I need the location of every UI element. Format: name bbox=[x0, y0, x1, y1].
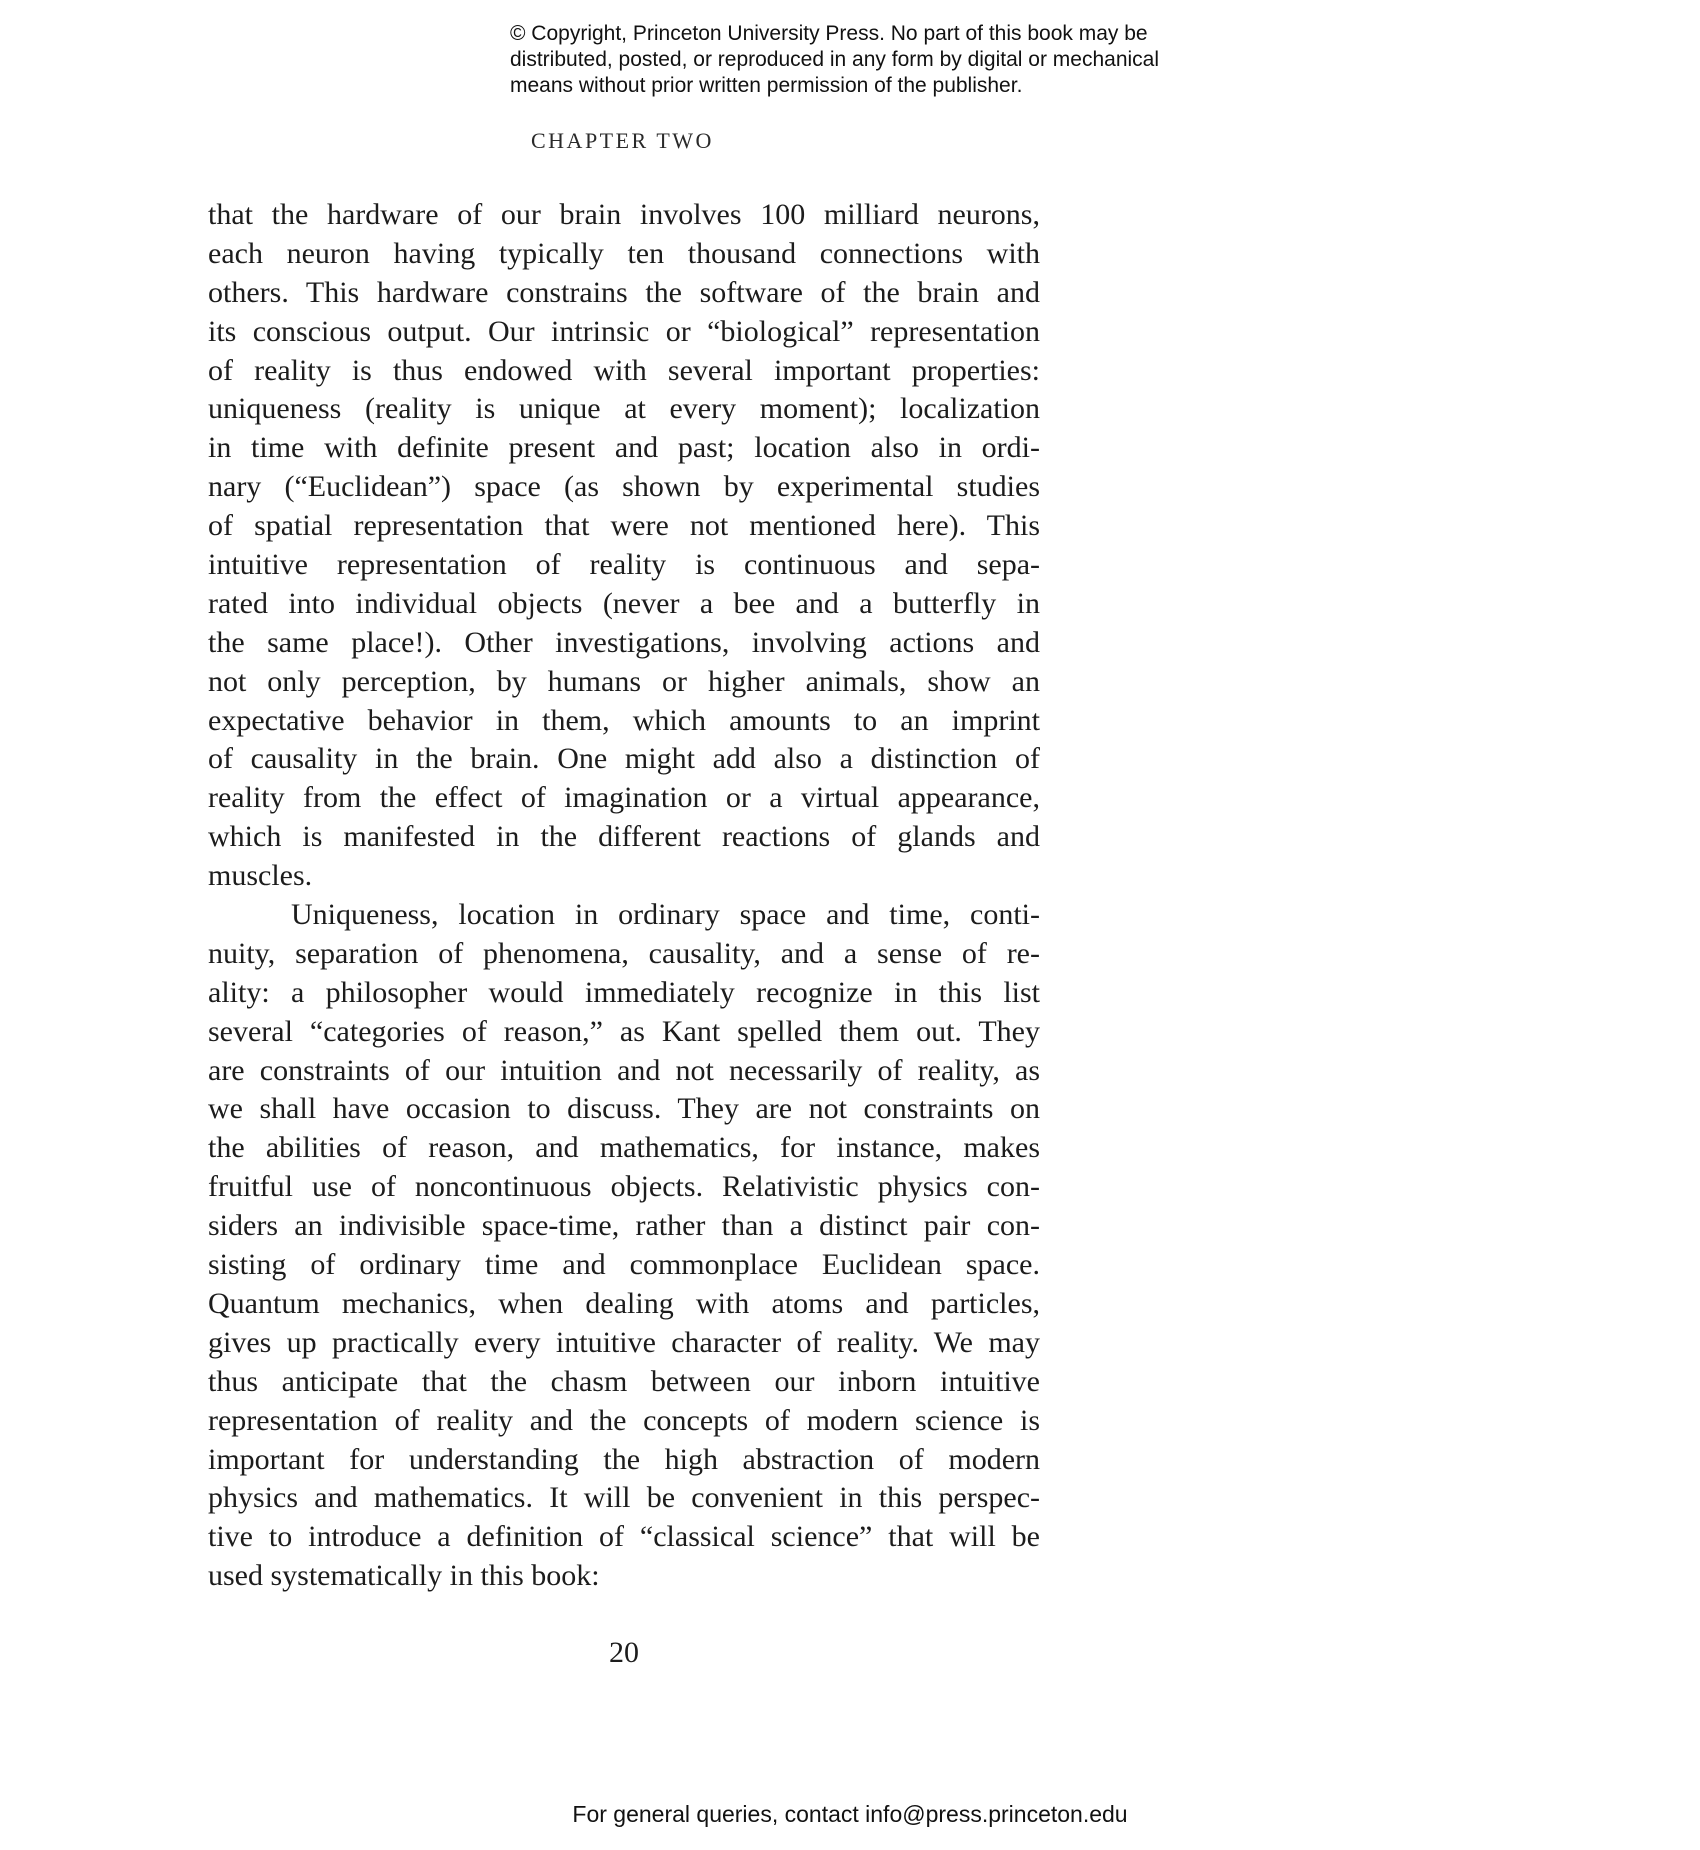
text-line: of spatial representation that were not mentioned here). This bbox=[208, 509, 1040, 543]
text-line: the abilities of reason, and mathematics, for instance, makes bbox=[208, 1131, 1040, 1165]
text-line: others. This hardware constrains the software of the brain and bbox=[208, 275, 1040, 309]
paragraph-1 bbox=[208, 196, 1040, 896]
text-line: the same place!). Other investigations, involving actions and bbox=[208, 625, 1040, 659]
text-line: reality from the effect of imagination or a virtual appearance, bbox=[208, 781, 1040, 815]
text-line: not only perception, by humans or higher animals, show an bbox=[208, 664, 1040, 698]
copyright-line: means without prior written permission of the publisher. bbox=[510, 74, 1023, 97]
text-line: Quantum mechanics, when dealing with atoms and particles, bbox=[208, 1286, 1040, 1320]
text-line: used systematically in this book: bbox=[208, 1559, 600, 1593]
running-head: CHAPTER TWO bbox=[531, 128, 714, 153]
text-line: siders an indivisible space-time, rather than a distinct pair con- bbox=[208, 1209, 1040, 1243]
text-line: of reality is thus endowed with several important properties: bbox=[208, 353, 1040, 387]
text-line: Uniqueness, location in ordinary space and time, conti- bbox=[291, 898, 1040, 932]
text-line: rated into individual objects (never a bee and a butterfly in bbox=[208, 586, 1040, 620]
text-line: muscles. bbox=[208, 859, 313, 893]
text-line: tive to introduce a definition of “classical science” that will be bbox=[208, 1520, 1040, 1554]
text-line: in time with definite present and past; location also in ordi- bbox=[208, 431, 1040, 465]
copyright-line: distributed, posted, or reproduced in any form by digital or mechanical bbox=[510, 48, 1160, 71]
text-line: uniqueness (reality is unique at every moment); localization bbox=[208, 392, 1040, 426]
text-line: of causality in the brain. One might add also a distinction of bbox=[208, 742, 1040, 776]
text-line: nuity, separation of phenomena, causality, and a sense of re- bbox=[208, 936, 1040, 970]
text-line: thus anticipate that the chasm between our inborn intuitive bbox=[208, 1364, 1040, 1398]
text-line: we shall have occasion to discuss. They are not constraints on bbox=[208, 1092, 1040, 1126]
text-line: physics and mathematics. It will be convenient in this perspec- bbox=[208, 1481, 1040, 1515]
copyright-line: © Copyright, Princeton University Press. No part of this book may be bbox=[510, 22, 1148, 45]
text-line: representation of reality and the concepts of modern science is bbox=[208, 1403, 1040, 1437]
text-line: each neuron having typically ten thousand connections with bbox=[208, 236, 1040, 270]
copyright-notice bbox=[510, 21, 1270, 99]
body-text bbox=[208, 196, 1040, 1596]
text-line: several “categories of reason,” as Kant spelled them out. They bbox=[208, 1014, 1040, 1048]
text-line: fruitful use of noncontinuous objects. Relativistic physics con- bbox=[208, 1170, 1040, 1204]
text-line: nary (“Euclidean”) space (as shown by experimental studies bbox=[208, 470, 1040, 504]
text-line: intuitive representation of reality is continuous and sepa- bbox=[208, 548, 1040, 582]
page-number: 20 bbox=[609, 1636, 639, 1669]
text-line: expectative behavior in them, which amounts to an imprint bbox=[208, 703, 1040, 737]
text-line: ality: a philosopher would immediately recognize in this list bbox=[208, 975, 1040, 1009]
paragraph-2 bbox=[208, 896, 1040, 1596]
text-line: that the hardware of our brain involves 100 milliard neurons, bbox=[208, 198, 1040, 231]
text-line: are constraints of our intuition and not necessarily of reality, as bbox=[208, 1053, 1040, 1087]
footer-contact: For general queries, contact info@press.princeton.edu bbox=[572, 1801, 1128, 1827]
text-line: gives up practically every intuitive character of reality. We may bbox=[208, 1325, 1040, 1359]
text-line: which is manifested in the different reactions of glands and bbox=[208, 820, 1040, 854]
text-line: its conscious output. Our intrinsic or “biological” representation bbox=[208, 314, 1040, 348]
text-line: sisting of ordinary time and commonplace Euclidean space. bbox=[208, 1248, 1040, 1282]
text-line: important for understanding the high abstraction of modern bbox=[208, 1442, 1040, 1476]
